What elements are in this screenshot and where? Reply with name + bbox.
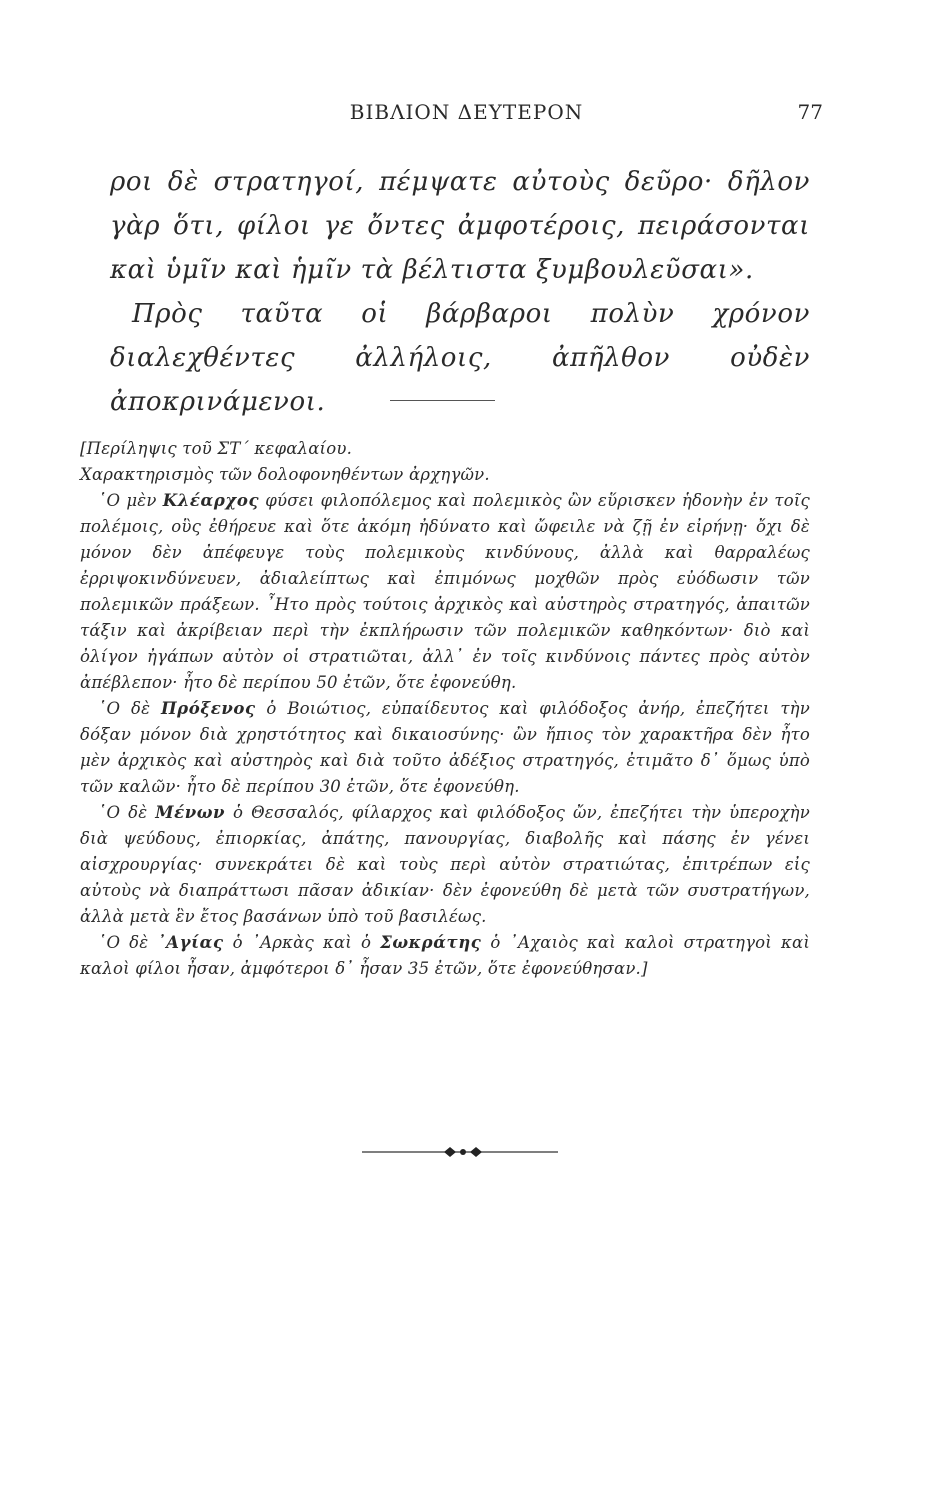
summary-paragraph-menon <box>80 800 810 930</box>
text-segment: ὁ ᾽Αρκὰς καὶ ὁ <box>223 933 381 952</box>
page-header <box>0 100 933 130</box>
text-segment: ῾Ο δὲ <box>98 803 156 822</box>
chapter-summary <box>80 436 810 982</box>
page-number: 77 <box>797 100 823 124</box>
summary-paragraph-klearchos <box>80 488 810 696</box>
end-ornament <box>360 1142 560 1162</box>
text-segment: ὁ Θεσσαλός, φίλαρχος καὶ φιλόδοξος ὤν, ἐπεζήτει τὴν ὑπεροχὴν διὰ ψεύδους, ἐπιορκίας, ἀπάτης, πανουργίας, διαβολῆς καὶ πάσης ἐν γένει αἰσχρουργίας· συνεκράτει δὲ καὶ τοὺς περὶ αὐτὸν στρατιώτας, ἐπιτρέπων εἰς αὐτοὺς νὰ διαπράττωσι πᾶσαν ἀδικίαν· δὲν ἐφονεύθη δὲ μετὰ τῶν συστρατήγων, ἀλλὰ μετὰ ἓν ἔτος βασάνων ὑπὸ τοῦ βασιλέως. <box>80 803 810 926</box>
person-name: Πρόξενος <box>160 699 256 718</box>
summary-subtitle: Χαρακτηρισμὸς τῶν δολοφονηθέντων ἀρχηγῶν. <box>80 465 490 484</box>
main-paragraph-2: Πρὸς ταῦτα οἱ βάρβαροι πολὺν χρόνον διαλεχθέντες ἀλλήλοις, ἀπῆλθον οὐδὲν ἀποκρινάμενοι. <box>110 299 810 417</box>
summary-paragraph-agias <box>80 930 810 982</box>
text-segment: ῾Ο δὲ <box>98 699 161 718</box>
summary-paragraph-proxenos <box>80 696 810 800</box>
person-name: Μένων <box>155 803 226 822</box>
person-name: Κλέαρχος <box>162 491 260 510</box>
text-segment: ὁ ᾽Αχαιὸς καὶ καλοὶ στρατηγοὶ καὶ καλοὶ φίλοι ἦσαν, ἀμφότεροι δ᾽ ἦσαν 35 ἐτῶν, ὅτε ἐφονεύθησαν.] <box>80 933 810 978</box>
main-text <box>110 160 810 424</box>
text-segment: ῾Ο δὲ <box>98 933 158 952</box>
text-segment: ῾Ο μὲν <box>98 491 163 510</box>
text-segment: φύσει φιλοπόλεμος καὶ πολεμικὸς ὢν εὕρισκεν ἡδονὴν ἐν τοῖς πολέμοις, οὓς ἐθήρευε καὶ ὅτε ἀκόμη ἠδύνατο καὶ ὤφειλε νὰ ζῇ ἐν εἰρήνῃ· ὄχι δὲ μόνον δὲν ἀπέφευγε τοὺς πολεμικοὺς κινδύνους, ἀλλὰ καὶ θαρραλέως ἐρριψοκινδύνευεν, ἀδιαλείπτως καὶ ἐπιμόνως μοχθῶν πρὸς εὐόδωσιν τῶν πολεμικῶν πράξεων. ῏Ητο πρὸς τούτοις ἀρχικὸς καὶ αὐστηρὸς στρατηγός, ἀπαιτῶν τάξιν καὶ ἀκρίβειαν περὶ τὴν ἐκπλήρωσιν τῶν πολεμικῶν καθηκόντων· διὸ καὶ ὀλίγον ἠγάπων αὐτὸν οἱ στρατιῶται, ἀλλ᾽ ἐν τοῖς κινδύνοις πάντες πρὸς αὐτὸν ἀπέβλεπον· ἦτο δὲ περίπου 50 ἐτῶν, ὅτε ἐφονεύθη. <box>80 491 810 692</box>
summary-title: [Περίληψις τοῦ ΣΤ΄ κεφαλαίου. <box>80 439 353 458</box>
person-name: Σωκράτης <box>380 933 482 952</box>
main-paragraph-1: ροι δὲ στρατηγοί, πέμψατε αὐτοὺς δεῦρο· δῆλον γὰρ ὅτι, φίλοι γε ὄντες ἀμφοτέροις, πειράσονται καὶ ὑμῖν καὶ ἡμῖν τὰ βέλτιστα ξυμβουλεῦσαι». <box>110 167 810 285</box>
running-title: ΒΙΒΛΙΟΝ ΔΕΥΤΕΡΟΝ <box>349 100 584 124</box>
person-name: ᾽Αγίας <box>157 933 224 952</box>
section-divider <box>390 400 495 401</box>
text-segment: ὁ Βοιώτιος, εὐπαίδευτος καὶ φιλόδοξος ἀνήρ, ἐπεζήτει τὴν δόξαν μόνον διὰ χρηστότητος καὶ δικαιοσύνης· ὢν ἤπιος τὸν χαρακτῆρα δὲν ἦτο μὲν ἀρχικὸς καὶ αὐστηρὸς καὶ διὰ τοῦτο ἀδέξιος στρατηγός, ἐτιμᾶτο δ᾽ ὅμως ὑπὸ τῶν καλῶν· ἦτο δὲ περίπου 30 ἐτῶν, ὅτε ἐφονεύθη. <box>80 699 810 796</box>
